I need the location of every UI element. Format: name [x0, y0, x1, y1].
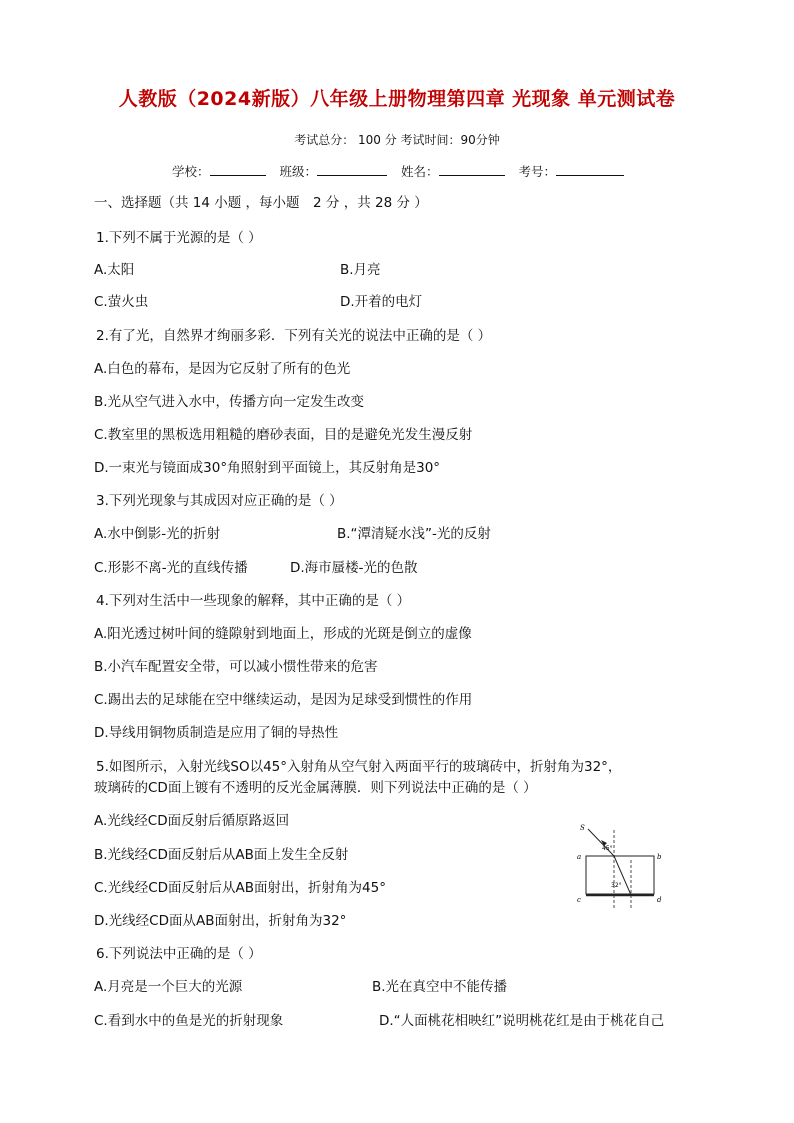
question-5-option-a: A.光线经CD面反射后循原路返回 — [94, 813, 290, 829]
question-2-option-b: B.光从空气进入水中，传播方向一定发生改变 — [94, 394, 365, 410]
question-5-option-b: B.光线经CD面反射后从AB面上发生全反射 — [94, 847, 349, 863]
question-1-option-d: D.开着的电灯 — [340, 294, 423, 310]
question-1-option-c: C.萤火虫 — [94, 294, 149, 310]
question-5-stem-line-2: 玻璃砖的CD面上镀有不透明的反光金属薄膜．则下列说法中正确的是（ ） — [94, 780, 537, 796]
name-label: 姓名： — [401, 164, 439, 179]
question-4-option-c: C.踢出去的足球能在空中继续运动，是因为足球受到惯性的作用 — [94, 692, 473, 708]
question-6-option-d: D.“人面桃花相映红”说明桃花红是由于桃花自己 — [379, 1013, 665, 1029]
question-3-option-c: C.形影不离-光的直线传播 — [94, 560, 248, 576]
exam-number-blank — [556, 163, 624, 176]
student-info-fields — [172, 162, 672, 180]
question-3-option-d: D.海市蜃楼-光的色散 — [290, 560, 418, 576]
label-c: c — [577, 896, 581, 904]
question-2-option-c: C.教室里的黑板选用粗糙的磨砂表面，目的是避免光发生漫反射 — [94, 427, 473, 443]
question-4-option-d: D.导线用铜物质制造是应用了铜的导热性 — [94, 725, 339, 741]
question-2-option-d: D.一束光与镜面成30°角照射到平面镜上，其反射角是30° — [94, 460, 441, 476]
school-blank — [210, 163, 266, 176]
label-d: d — [657, 896, 662, 904]
question-6-option-b: B.光在真空中不能传播 — [372, 979, 508, 995]
name-blank — [439, 163, 505, 176]
glass-brick-diagram — [566, 818, 672, 918]
school-label: 学校： — [172, 164, 210, 179]
question-3-stem: 3.下列光现象与其成因对应正确的是（ ） — [96, 493, 343, 509]
question-3-option-a: A.水中倒影-光的折射 — [94, 526, 221, 542]
question-5-option-d: D.光线经CD面从AB面射出，折射角为32° — [94, 913, 347, 929]
question-2-stem: 2.有了光，自然界才绚丽多彩．下列有关光的说法中正确的是（ ） — [96, 328, 492, 344]
question-5-option-c: C.光线经CD面反射后从AB面射出，折射角为45° — [94, 880, 386, 896]
refracted-ray — [614, 856, 631, 895]
section-heading: 一、选择题（共 14 小题 ，每小题 2 分 ，共 28 分 ） — [94, 195, 428, 211]
question-1-option-a: A.太阳 — [94, 262, 135, 278]
question-6-option-a: A.月亮是一个巨大的光源 — [94, 979, 243, 995]
exam-info: 考试总分： 100 分 考试时间：90分钟 — [294, 133, 500, 147]
question-4-stem: 4.下列对生活中一些现象的解释，其中正确的是（ ） — [96, 593, 411, 609]
class-label: 班级： — [279, 164, 318, 179]
question-1-stem: 1.下列不属于光源的是（ ） — [96, 230, 262, 246]
question-1-option-b: B.月亮 — [340, 262, 381, 278]
question-4-option-a: A.阳光透过树叶间的缝隙射到地面上，形成的光斑是倒立的虚像 — [94, 626, 472, 642]
exam-number-label: 考号： — [518, 164, 557, 179]
question-5-stem: 5.如图所示，入射光线SO以45°入射角从空气射入两面平行的玻璃砖中，折射角为32°， — [96, 759, 622, 775]
question-6-option-c: C.看到水中的鱼是光的折射现象 — [94, 1013, 284, 1029]
question-2-option-a: A.白色的幕布，是因为它反射了所有的色光 — [94, 361, 351, 377]
label-a: a — [577, 853, 582, 861]
question-3-option-b: B.“潭清疑水浅”-光的反射 — [337, 526, 491, 542]
label-b: b — [657, 853, 662, 861]
label-45: 45° — [602, 845, 613, 852]
class-blank — [317, 163, 387, 176]
label-s: S — [580, 824, 585, 832]
label-32: 32° — [611, 882, 622, 889]
question-4-option-b: B.小汽车配置安全带，可以减小惯性带来的危害 — [94, 659, 378, 675]
exam-title: 人教版（2024新版）八年级上册物理第四章 光现象 单元测试卷 — [118, 88, 676, 110]
question-6-stem: 6.下列说法中正确的是（ ） — [96, 946, 262, 962]
